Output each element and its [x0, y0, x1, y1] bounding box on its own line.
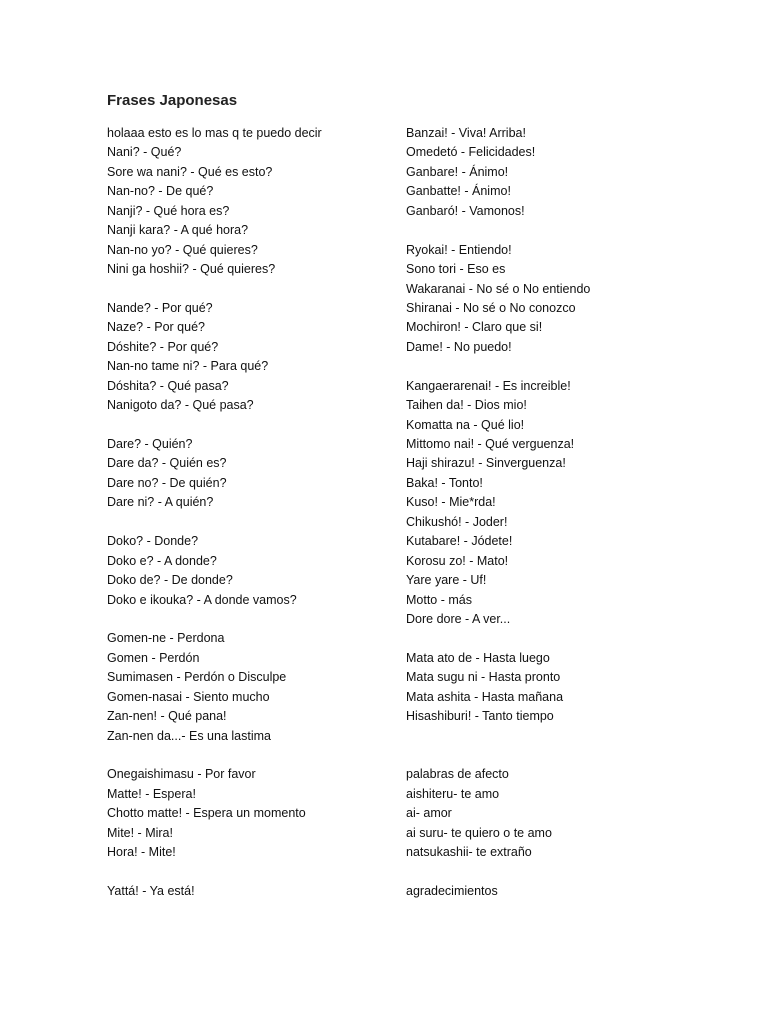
phrase-line: Naze? - Por qué? [107, 320, 205, 335]
phrase-line: Dare da? - Quién es? [107, 456, 227, 471]
phrase-line: ai- amor [406, 806, 452, 821]
phrase-line: Nanji? - Qué hora es? [107, 203, 230, 218]
phrase-line: Dore dore - A ver... [406, 611, 511, 626]
phrase-line: Mochiron! - Claro que si! [406, 320, 543, 335]
phrase-line: Nanigoto da? - Qué pasa? [107, 398, 254, 413]
phrase-line: Motto - más [406, 592, 472, 607]
phrase-line: Korosu zo! - Mato! [406, 553, 509, 568]
phrase-line: Matte! - Espera! [107, 786, 196, 801]
phrase-line: Gomen-ne - Perdona [107, 631, 225, 646]
phrase-line: Ganbare! - Ánimo! [406, 164, 509, 179]
phrase-line: Zan-nen! - Qué pana! [107, 709, 227, 724]
phrase-line: Yattá! - Ya está! [107, 884, 195, 899]
phrase-line: Nan-no tame ni? - Para qué? [107, 359, 269, 374]
phrase-line: Nanji kara? - A qué hora? [107, 223, 249, 238]
phrase-line: Gomen-nasai - Siento mucho [107, 689, 270, 704]
phrase-line: Mata ato de - Hasta luego [406, 650, 550, 665]
phrase-line [406, 629, 706, 648]
phrase-line: Mata sugu ni - Hasta pronto [406, 670, 561, 685]
phrase-line [406, 357, 706, 376]
phrase-line [107, 513, 407, 532]
phrase-line: Ryokai! - Entiendo! [406, 242, 512, 257]
phrase-line: Hora! - Mite! [107, 845, 176, 860]
document-title: Frases Japonesas [107, 92, 238, 109]
phrase-line: agradecimientos [406, 884, 498, 899]
phrase-line: Zan-nen da...- Es una lastima [107, 728, 271, 743]
phrase-line: Omedetó - Felicidades! [406, 145, 536, 160]
phrase-line: Mata ashita - Hasta mañana [406, 689, 564, 704]
phrase-line: Ganbatte! - Ánimo! [406, 184, 511, 199]
phrase-line [107, 746, 407, 765]
phrase-line [107, 610, 407, 629]
phrase-line: Sumimasen - Perdón o Disculpe [107, 670, 287, 685]
phrase-line: Dóshita? - Qué pasa? [107, 378, 229, 393]
phrase-line: Baka! - Tonto! [406, 475, 483, 490]
phrase-line: Yare yare - Uf! [406, 573, 487, 588]
phrase-line: Nan-no? - De qué? [107, 184, 214, 199]
right-column [406, 124, 706, 902]
phrase-line: palabras de afecto [406, 767, 509, 782]
phrase-line: Kuso! - Mie*rda! [406, 495, 496, 510]
phrase-line: Doko? - Donde? [107, 534, 199, 549]
phrase-line: ai suru- te quiero o te amo [406, 825, 552, 840]
phrase-line: Nani? - Qué? [107, 145, 182, 160]
phrase-line: Chotto matte! - Espera un momento [107, 806, 306, 821]
phrase-line: Mittomo nai! - Qué verguenza! [406, 437, 575, 451]
phrase-line: Mite! - Mira! [107, 825, 173, 840]
phrase-line: Sono tori - Eso es [406, 262, 506, 277]
phrase-line [406, 221, 706, 240]
phrase-line: Hisashiburi! - Tanto tiempo [406, 709, 554, 724]
phrase-line [406, 746, 706, 765]
phrase-line: Kutabare! - Jódete! [406, 534, 513, 549]
phrase-line: Chikushó! - Joder! [406, 514, 508, 529]
phrase-line: Wakaranai - No sé o No entiendo [406, 281, 591, 296]
phrase-line: Onegaishimasu - Por favor [107, 767, 256, 782]
phrase-line: Komatta na - Qué lio! [406, 417, 525, 432]
phrase-line: Doko e? - A donde? [107, 553, 217, 568]
phrase-line: Taihen da! - Dios mio! [406, 398, 527, 413]
phrase-line: Doko e ikouka? - A donde vamos? [107, 592, 297, 607]
phrase-line: Ganbaró! - Vamonos! [406, 203, 525, 218]
phrase-line: Dame! - No puedo! [406, 339, 512, 354]
phrase-line: Gomen - Perdón [107, 650, 200, 665]
phrase-line: Sore wa nani? - Qué es esto? [107, 164, 273, 179]
phrase-line [107, 280, 407, 299]
phrase-line: Nande? - Por qué? [107, 300, 213, 315]
phrase-line: aishiteru- te amo [406, 786, 500, 801]
phrase-line: Nini ga hoshii? - Qué quieres? [107, 262, 276, 277]
phrase-line: Dóshite? - Por qué? [107, 339, 219, 354]
phrase-line: Kangaerarenai! - Es increible! [406, 378, 571, 393]
phrase-line: natsukashii- te extraño [406, 845, 532, 860]
phrase-line [107, 863, 407, 882]
phrase-line: Dare no? - De quién? [107, 475, 227, 490]
phrase-line: Dare ni? - A quién? [107, 495, 214, 510]
phrase-line: Banzai! - Viva! Arriba! [406, 126, 526, 140]
phrase-line: Nan-no yo? - Qué quieres? [107, 242, 258, 257]
phrase-line: Shiranai - No sé o No conozco [406, 300, 576, 315]
left-column [107, 124, 407, 902]
phrase-line: holaaa esto es lo mas q te puedo decir [107, 126, 322, 140]
phrase-line [107, 416, 407, 435]
phrase-line: Dare? - Quién? [107, 437, 193, 451]
phrase-line: Doko de? - De donde? [107, 573, 233, 588]
phrase-line [406, 863, 706, 882]
phrase-line: Haji shirazu! - Sinverguenza! [406, 456, 566, 471]
phrase-line [406, 727, 706, 746]
